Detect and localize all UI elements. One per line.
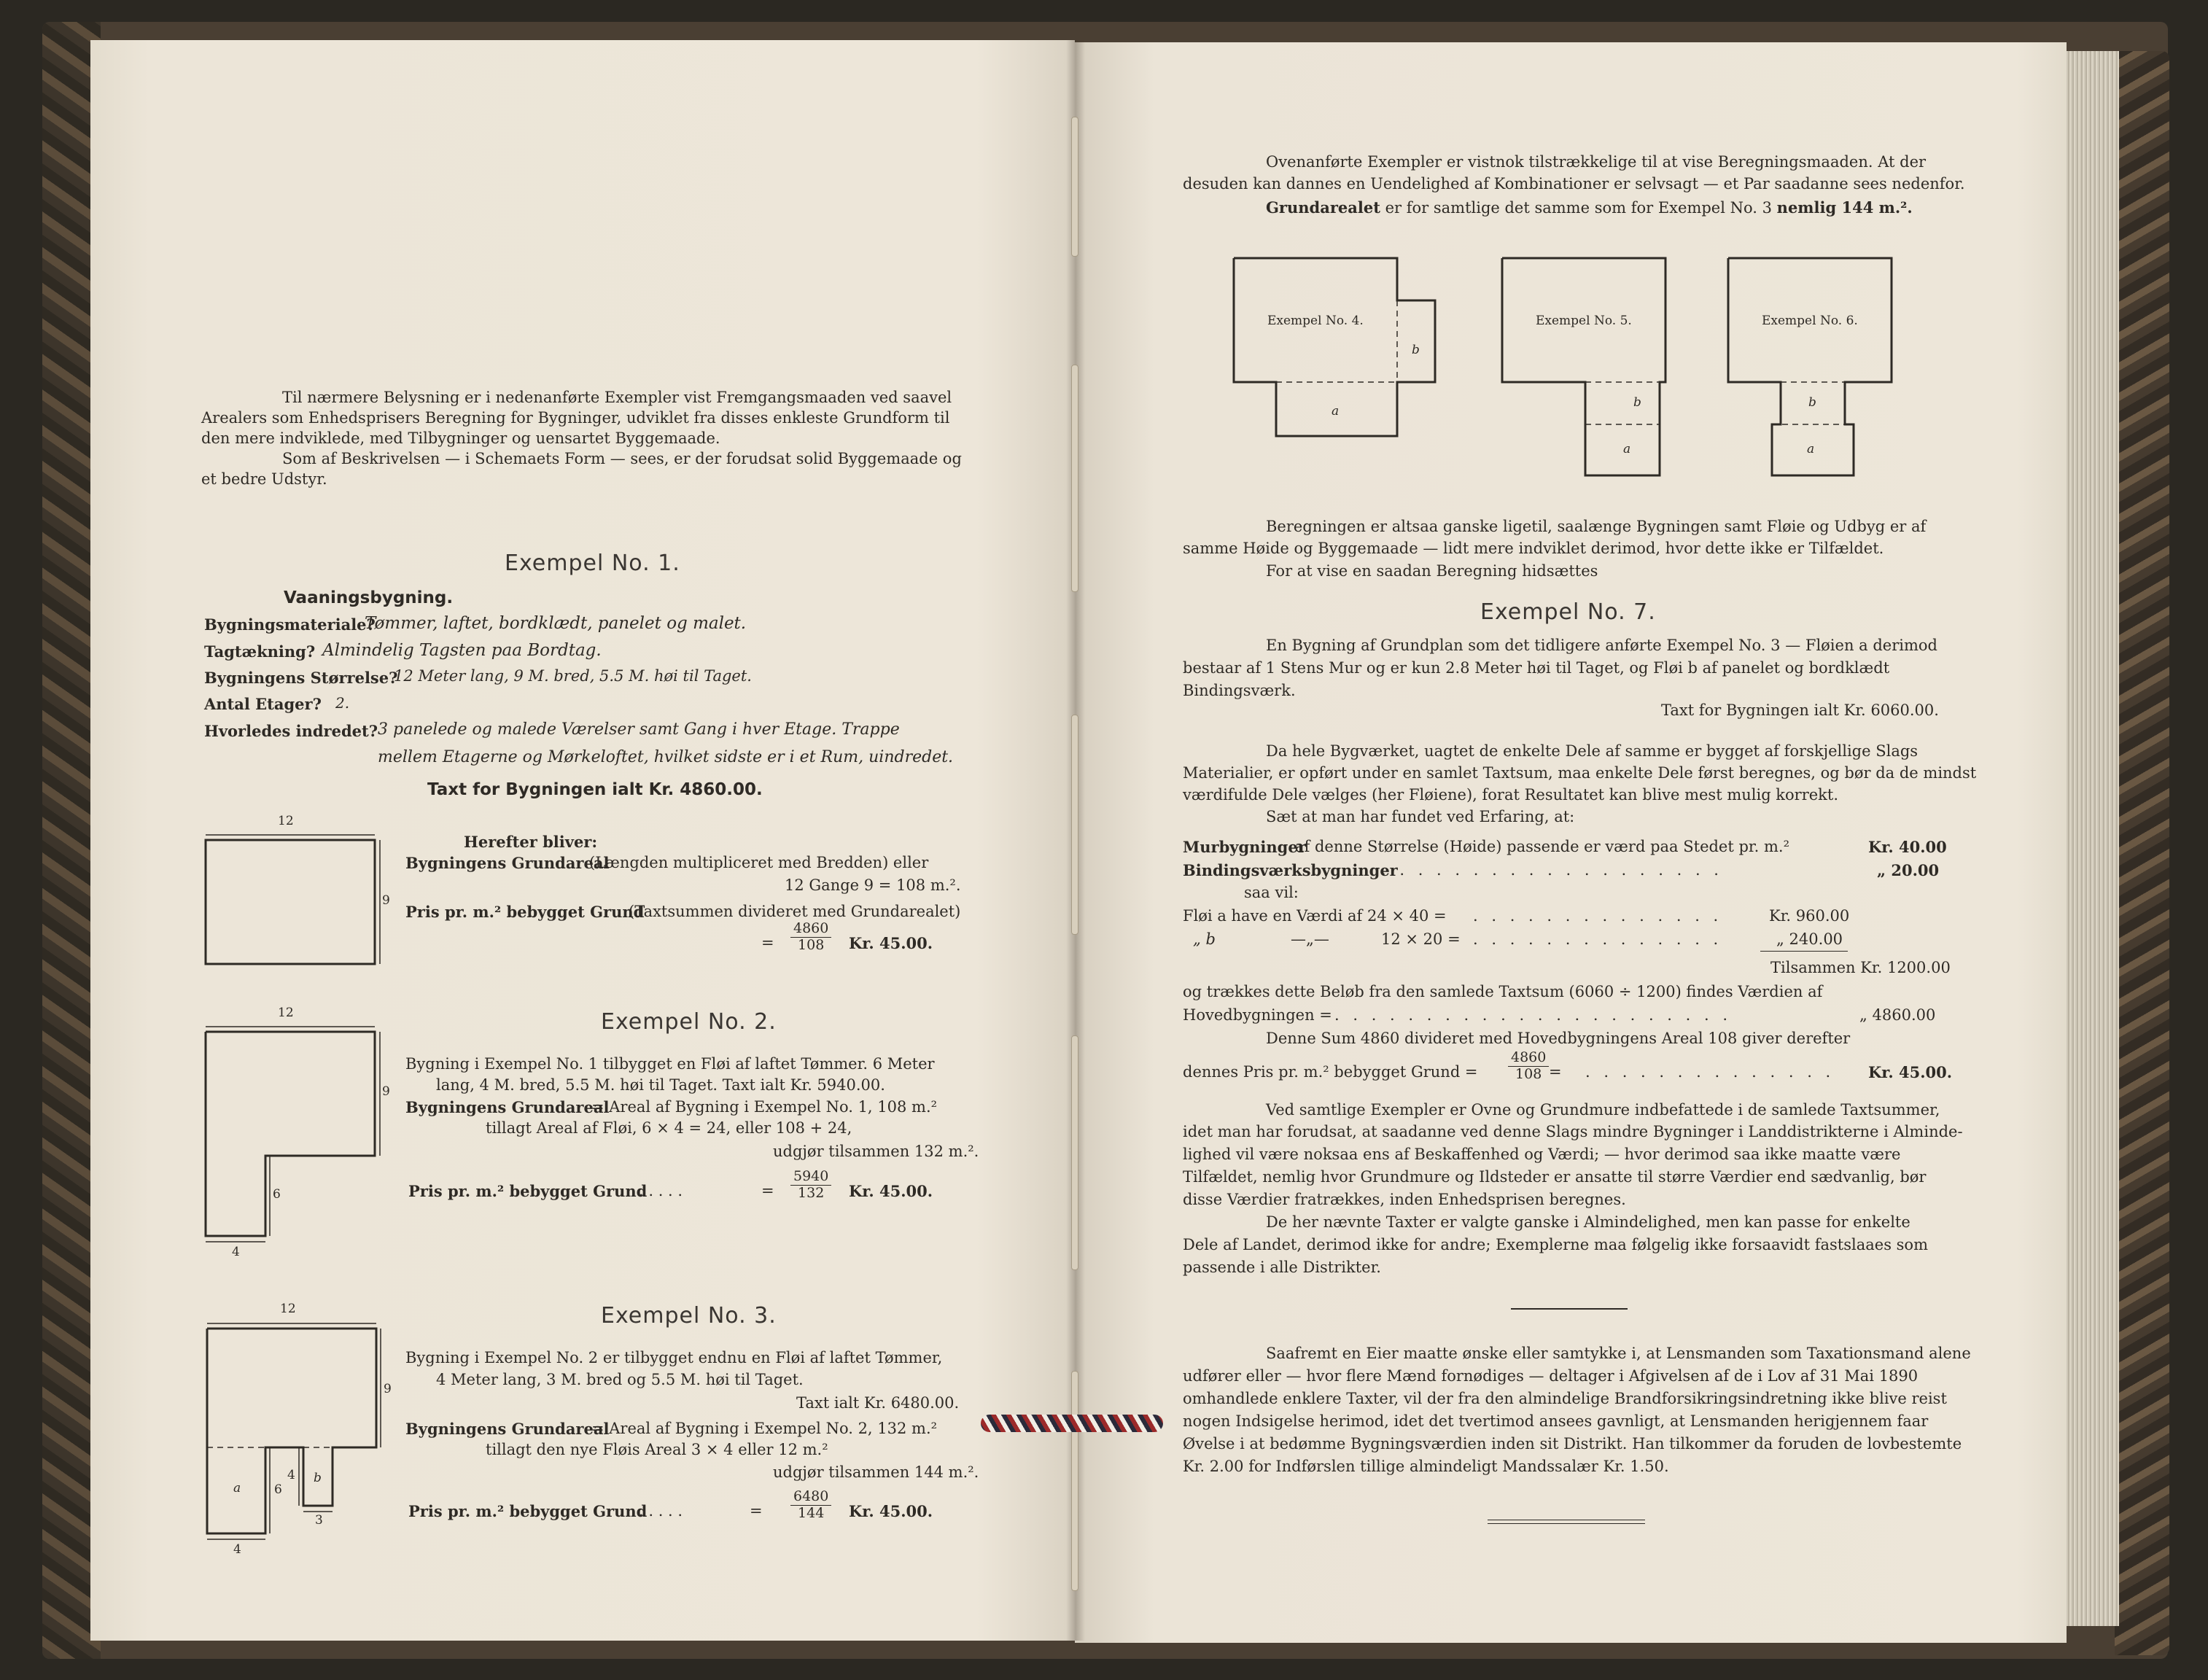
ex1-field-label: Tagtækning? [204, 642, 316, 661]
ex3-dim-4: 4 [233, 1542, 241, 1557]
ex7-denominator: 108 [1515, 1065, 1542, 1082]
ex6-label: Exempel No. 6. [1762, 314, 1858, 328]
ex2-numerator: 5940 [790, 1169, 831, 1186]
ex3-dim-4r: 4 [287, 1468, 295, 1482]
floi-b-dots: . . . . . . . . . . . . . . [1473, 930, 1723, 948]
right-intro-line-2: desuden kan dannes en Uendelighed af Kombinationer er selvsagt — et Par saadanne sees nedenfor. [1183, 175, 1965, 192]
binding-stitch [1071, 365, 1078, 592]
para3-line-3: lighed vil være noksaa ens af Beskaffenhed og Værdi; — hvor derimod saa ikke maatte være [1183, 1146, 1901, 1163]
ex1-area-text: (Længden multipliceret med Bredden) eller [589, 854, 929, 871]
ex5-b: b [1633, 395, 1641, 410]
ex5-label: Exempel No. 5. [1536, 314, 1632, 328]
ex4-label: Exempel No. 4. [1267, 314, 1364, 328]
binding-stitch [1071, 1035, 1078, 1270]
ex7-line-1: En Bygning af Grundplan som det tidligere anførte Exempel No. 3 — Fløien a derimod [1266, 637, 1937, 654]
ex7-pris-eq: = [1549, 1063, 1562, 1081]
ex7-para-line-2: Materialier, er opført under en samlet Taxtsum, maa enkelte Dele først beregnes, og bør da de mindst [1183, 764, 1977, 782]
ex3-area-line-1: = Areal af Bygning i Exempel No. 2, 132 m.² [591, 1420, 938, 1437]
traekkes: og trækkes dette Beløb fra den samlede Taxtsum (6060 ÷ 1200) findes Værdien af [1183, 983, 1823, 1000]
ex1-field-value: Tømmer, laftet, bordklædt, panelet og malet. [365, 614, 747, 633]
floi-a: Fløi a have en Værdi af 24 × 40 = [1183, 907, 1447, 925]
ex7-fraction [1508, 1050, 1549, 1083]
ex1-area-calc: 12 Gange 9 = 108 m.². [785, 876, 961, 894]
pris-dots: . . . . . . . . . . . . . . [1585, 1063, 1835, 1081]
ex4-b: b [1412, 343, 1420, 357]
ex2-fraction [790, 1169, 831, 1202]
ex1-denominator: 108 [798, 936, 825, 953]
para4-line-1: Saafremt en Eier maatte ønske eller samtykke i, at Lensmanden som Taxationsmand alene [1266, 1345, 1971, 1362]
ex1-area-label: Bygningens Grundareal [405, 854, 610, 872]
ex3-line-3: Taxt ialt Kr. 6480.00. [796, 1394, 960, 1412]
ex1-field-value: 12 Meter lang, 9 M. bred, 5.5 M. høi til Taget. [394, 667, 752, 685]
left-page [90, 40, 1075, 1641]
page-edges [2067, 51, 2119, 1626]
intro-line-5: et bedre Udstyr. [201, 470, 327, 488]
ex1-field-label: Hvorledes indredet? [204, 722, 378, 740]
para2-line-2: samme Høide og Byggemaade — lidt mere indviklet derimod, hvor dette ikke er Tilfældet. [1183, 540, 1884, 557]
ex3-dots: . . . . . [639, 1502, 683, 1520]
ex2-area-line-3: udgjør tilsammen 132 m.². [773, 1143, 979, 1160]
pris-line: dennes Pris pr. m.² bebygget Grund = [1183, 1063, 1478, 1081]
para3-line-6: De her nævnte Taxter er valgte ganske i Almindelighed, men kan passe for enkelte [1266, 1213, 1910, 1231]
hoved: Hovedbygningen = [1183, 1006, 1332, 1024]
floi-b-pre: „ b [1193, 930, 1216, 948]
intro-rest: er for samtlige det samme som for Exempel No. 3 [1385, 199, 1772, 217]
intro-bold: Grundarealet [1266, 198, 1380, 217]
para3-line-5: disse Værdier fratrækkes, inden Enhedsprisen beregnes. [1183, 1191, 1626, 1208]
right-intro-line-3 [1266, 198, 1913, 217]
ex2-dim-width: 12 [278, 1006, 294, 1020]
ex7-para-line-1: Da hele Bygværket, uagtet de enkelte Dele af samme er bygget af forskjellige Slags [1266, 742, 1919, 760]
ex3-area-line-3: udgjør tilsammen 144 m.². [773, 1463, 979, 1481]
ex3-dim-width: 12 [280, 1302, 296, 1316]
para4-line-2: udfører eller — hvor flere Mænd fornødiges — deltager i Afgivelsen af de i Lov af 31 Mai 1890 [1183, 1367, 1919, 1385]
ex3-fraction [790, 1489, 831, 1522]
ex1-field-value: Almindelig Tagsten paa Bordtag. [322, 641, 602, 660]
binding-stitch [1071, 117, 1078, 257]
ex1-fraction [790, 921, 831, 954]
ex3-dim-3: 3 [315, 1513, 323, 1528]
para3-line-4: Tilfældet, nemlig hvor Grundmure og Ildsteder er ansatte til større Værdier end sædvanlig, bør [1183, 1168, 1927, 1186]
ex3-dim-height: 9 [384, 1382, 392, 1396]
ex3-price-result: Kr. 45.00. [849, 1502, 933, 1520]
para3-line-8: passende i alle Distrikter. [1183, 1259, 1381, 1276]
ex2-dim-height: 9 [382, 1084, 390, 1099]
ex3-floor-plan [90, 40, 91, 41]
right-intro-line-1: Ovenanførte Exempler er vistnok tilstrækkelige til at vise Beregningsmaaden. At der [1266, 153, 1927, 171]
para3-line-2: idet man har forudsat, at saadanne ved denne Slags mindre Bygninger i Landdistrikterne i Alminde- [1183, 1123, 1963, 1140]
ex1-building-type: Vaaningsbygning. [284, 588, 454, 607]
sum-line: Denne Sum 4860 divideret med Hovedbygningens Areal 108 giver derefter [1266, 1030, 1851, 1047]
ex2-dim-wing: 6 [273, 1187, 281, 1202]
binding-stitch [1071, 1371, 1078, 1591]
ex4-a: a [1332, 404, 1340, 419]
ex7-tax: Taxt for Bygningen ialt Kr. 6060.00. [1661, 701, 1939, 719]
ex3-line-1: Bygning i Exempel No. 2 er tilbygget endnu en Fløi af laftet Tømmer, [405, 1349, 943, 1366]
ex1-field-value: 3 panelede og malede Værelser samt Gang i hver Etage. Trappe [378, 720, 900, 739]
saa-vil: saa vil: [1244, 884, 1299, 901]
bind-value: „ 20.00 [1877, 861, 1940, 879]
ex1-field-value-cont: mellem Etagerne og Mørkeloftet, hvilket sidste er i et Rum, uindredet. [378, 748, 954, 766]
ex3-price-label: Pris pr. m.² bebygget Grund [408, 1502, 648, 1520]
pris-value: Kr. 45.00. [1868, 1063, 1953, 1081]
ex3-label-a: a [233, 1481, 241, 1496]
mur-label: Murbygninger [1183, 838, 1306, 856]
cover-marbled-right [2115, 51, 2169, 1655]
para3-line-1: Ved samtlige Exempler er Ovne og Grundmure indbefattede i de samlede Taxtsummer, [1266, 1101, 1940, 1119]
ex3-area-line-2: tillagt den nye Fløis Areal 3 × 4 eller 12 m.² [486, 1441, 828, 1458]
sum-rule [1760, 951, 1848, 952]
mur-text: af denne Størrelse (Høide) passende er værd paa Stedet pr. m.² [1295, 838, 1790, 855]
para2-line-1: Beregningen er altsaa ganske ligetil, saalænge Bygningen samt Fløie og Udbyg er af [1266, 518, 1927, 535]
ex1-dim-height: 9 [382, 893, 390, 908]
ex1-price-text: (Taxtsummen divideret med Grundarealet) [629, 903, 961, 920]
ex3-area-label: Bygningens Grundareal [405, 1420, 610, 1438]
floi-a-value: Kr. 960.00 [1769, 907, 1850, 925]
hoved-value: „ 4860.00 [1859, 1006, 1936, 1024]
ex3-heading: Exempel No. 3. [601, 1303, 777, 1329]
floi-b-mid: —„— [1291, 930, 1329, 948]
ex7-numerator: 4860 [1508, 1050, 1549, 1067]
para3-line-7: Dele af Landet, derimod ikke for andre; Exemplerne maa følgelig ikke forsaavidt fastslaaes som [1183, 1236, 1928, 1253]
ex1-field-label: Bygningsmateriale? [204, 615, 376, 634]
para4-line-5: Øvelse i at bedømme Bygningsværdien inden sit Distrikt. Han tilkommer da foruden de lovbestemte [1183, 1435, 1962, 1452]
para4-line-4: nogen Indsigelse herimod, idet det tvertimod ansees gavnligt, at Lensmanden herigjennem faar [1183, 1412, 1929, 1430]
end-rule-2 [1488, 1523, 1645, 1524]
mur-value: Kr. 40.00 [1868, 838, 1947, 856]
ex2-heading: Exempel No. 2. [601, 1009, 777, 1035]
floi-b: 12 × 20 = [1381, 930, 1461, 948]
ex3-numerator: 6480 [790, 1489, 831, 1506]
ex2-area-line-1: = Areal af Bygning i Exempel No. 1, 108 m.² [591, 1098, 938, 1116]
ex1-price-eq: = [761, 934, 774, 952]
intro-line-3: den mere indviklede, med Tilbygninger og uensartet Byggemaade. [201, 429, 720, 447]
ex7-para-line-4: Sæt at man har fundet ved Erfaring, at: [1266, 808, 1575, 825]
ex3-dim-6: 6 [274, 1482, 282, 1497]
floi-b-value: „ 240.00 [1776, 930, 1843, 948]
intro-line-1: Til nærmere Belysning er i nedenanførte Exempler vist Fremgangsmaaden ved saavel [282, 389, 952, 406]
ex2-line-2: lang, 4 M. bred, 5.5 M. høi til Taget. Taxt ialt Kr. 5940.00. [436, 1076, 885, 1094]
ex2-price-result: Kr. 45.00. [849, 1182, 933, 1200]
right-page [1075, 42, 2067, 1643]
ex3-label-b: b [314, 1471, 322, 1485]
ex3-line-2: 4 Meter lang, 3 M. bred og 5.5 M. høi til Taget. [436, 1371, 804, 1388]
bind-label: Bindingsværksbygninger [1183, 861, 1398, 879]
ex3-price-eq: = [750, 1502, 763, 1520]
ex2-area-label: Bygningens Grundareal [405, 1098, 610, 1116]
ex2-dots: . . . . . [639, 1182, 683, 1199]
ex2-denominator: 132 [798, 1184, 825, 1201]
ex1-tax-total: Taxt for Bygningen ialt Kr. 4860.00. [427, 780, 763, 799]
binding-stitch [1071, 715, 1078, 935]
ex1-dim-width: 12 [278, 814, 294, 828]
ex7-line-3: Bindingsværk. [1183, 682, 1296, 699]
ex2-area-line-2: tillagt Areal af Fløi, 6 × 4 = 24, eller 108 + 24, [486, 1119, 852, 1137]
ex2-dim-wing-width: 4 [232, 1245, 240, 1259]
ex1-numerator: 4860 [790, 921, 831, 938]
ex6-b: b [1808, 395, 1816, 410]
ex2-price-label: Pris pr. m.² bebygget Grund [408, 1182, 648, 1200]
intro-line-4: Som af Beskrivelsen — i Schemaets Form — sees, er der forudsat solid Byggemaade og [282, 450, 962, 467]
ex6-a: a [1807, 442, 1815, 456]
hoved-dots: . . . . . . . . . . . . . . . . . . . . . . [1334, 1006, 1733, 1024]
binding-thread [981, 1415, 1163, 1432]
intro-end: nemlig 144 m.². [1776, 198, 1913, 217]
tilsammen: Tilsammen Kr. 1200.00 [1770, 959, 1951, 976]
para4-line-3: omhandlede enklere Taxter, vil der fra den almindelige Brandforsikringsindretning ikke blive reist [1183, 1390, 1947, 1407]
ex2-line-1: Bygning i Exempel No. 1 tilbygget en Fløi af laftet Tømmer. 6 Meter [405, 1055, 935, 1073]
bind-dots: . . . . . . . . . . . . . . . . . . . [1381, 861, 1723, 879]
ex1-heading: Exempel No. 1. [505, 551, 680, 576]
floi-a-dots: . . . . . . . . . . . . . . [1473, 907, 1723, 925]
para2-line-3: For at vise en saadan Beregning hidsættes [1266, 562, 1598, 580]
intro-line-2: Arealers som Enhedsprisers Beregning for Bygninger, udviklet fra disses enkleste Grundform til [201, 409, 950, 427]
ex1-hereafter: Herefter bliver: [464, 833, 598, 851]
ex1-field-label: Antal Etager? [204, 695, 322, 713]
para4-line-6: Kr. 2.00 for Indførslen tillige almindeligt Mandssalær Kr. 1.50. [1183, 1458, 1669, 1475]
section-divider [1511, 1308, 1628, 1310]
ex7-para-line-3: værdifulde Dele vælges (her Fløiene), forat Resultatet kan blive mest mulig korrekt. [1183, 786, 1839, 804]
ex3-denominator: 144 [798, 1504, 825, 1521]
ex2-price-eq: = [761, 1182, 774, 1199]
ex7-heading: Exempel No. 7. [1480, 599, 1656, 625]
ex1-field-label: Bygningens Størrelse? [204, 669, 398, 687]
ex1-price-result: Kr. 45.00. [849, 934, 933, 952]
ex1-price-label: Pris pr. m.² bebygget Grund [405, 903, 645, 921]
ex1-field-value: 2. [335, 694, 350, 712]
ex7-line-2: bestaar af 1 Stens Mur og er kun 2.8 Meter høi til Taget, og Fløi b af panelet og bordklædt [1183, 659, 1890, 677]
ex5-a: a [1623, 442, 1631, 456]
